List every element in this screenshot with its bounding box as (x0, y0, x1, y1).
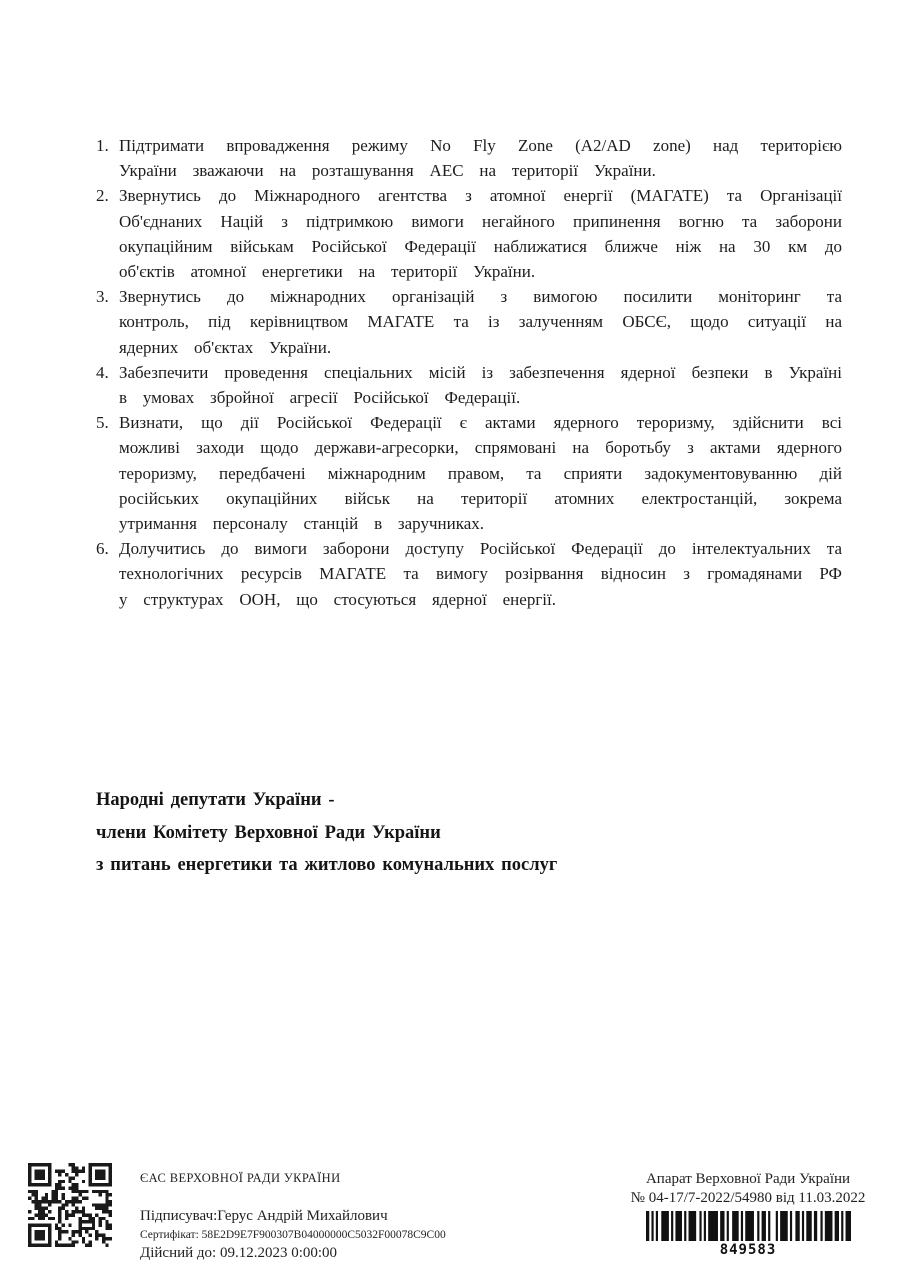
certificate-validity: Дійсний до: 09.12.2023 0:00:00 (140, 1245, 338, 1261)
list-item-text: Визнати, що дії Російської Федерації є актами ядерного тероризму, здійснити всі можливі заходи щодо держави-агресорки, спрямовані на боротьбу з актами ядерного тероризму, передбачені міжнародним правом, та сприяти задокументовуванню дій російських окупаційних військ на території атомних електростанцій, зокрема утримання персоналу станцій в заручниках. (119, 413, 842, 534)
list-item-number: 2. (96, 186, 109, 206)
list-item-text: Звернутись до Міжнародного агентства з атомної енергії (МАГАТЕ) та Організації Об'єднаних Націй з підтримкою вимоги негайного припинення вогню та заборони окупаційним військам Російської Федерації наближатися ближче ніж на 30 км до об'єктів атомної енергетики на території України. (119, 186, 842, 282)
registration-stamp (625, 1171, 871, 1258)
list-item (96, 183, 842, 284)
list-item-text: Забезпечити проведення спеціальних місій із забезпечення ядерної безпеки в Україні в умовах збройної агресії Російської Федерації. (119, 362, 842, 408)
list-item (96, 133, 842, 183)
list-item-text: Підтримати впровадження режиму No Fly Zone (A2/AD zone) над територією України зважаючи на розташування АЕС на території України. (119, 136, 842, 181)
barcode-icon (646, 1211, 851, 1241)
signature-line: з питань енергетики та житлово комунальних послуг (96, 855, 558, 875)
barcode-number: 849583 (719, 1242, 777, 1258)
eas-system-title: ЄАС ВЕРХОВНОЇ РАДИ УКРАЇНИ (140, 1171, 341, 1185)
registration-number: № 04-17/7-2022/54980 від 11.03.2022 (630, 1190, 866, 1206)
list-item (96, 410, 842, 536)
signer-name: Підписувач:Герус Андрій Михайлович (140, 1208, 388, 1224)
signature-line: члени Комітету Верховної Ради України (96, 822, 441, 843)
list-item-number: 6. (96, 539, 109, 559)
resolution-list (96, 133, 842, 612)
list-item-number: 1. (96, 136, 109, 155)
signature-line: Народні депутати України - (96, 790, 335, 810)
list-item-text: Долучитись до вимоги заборони доступу Російської Федерації до інтелектуальних та технологічних ресурсів МАГАТЕ та вимогу розірвання відносин з громадянами РФ у структурах ООН, що стосуються ядерної енергії. (119, 539, 842, 609)
certificate-number: Сертифікат: 58E2D9E7F900307B04000000C5032F00078C9C00 (140, 1229, 446, 1241)
signature-block (96, 784, 557, 882)
office-name: Апарат Верховної Ради України (645, 1171, 851, 1187)
list-item-number: 5. (96, 413, 109, 433)
list-item (96, 536, 842, 612)
list-item-number: 4. (96, 362, 109, 382)
qr-code-icon (28, 1163, 112, 1247)
list-item-number: 3. (96, 287, 109, 307)
list-item-text: Звернутись до міжнародних організацій з вимогою посилити моніторинг та контроль, під керівництвом МАГАТЕ та із залученням ОБСЄ, щодо ситуації на ядерних об'єктах України. (119, 287, 842, 357)
digital-signature-info (140, 1171, 560, 1262)
list-item (96, 360, 842, 410)
list-item (96, 284, 842, 360)
